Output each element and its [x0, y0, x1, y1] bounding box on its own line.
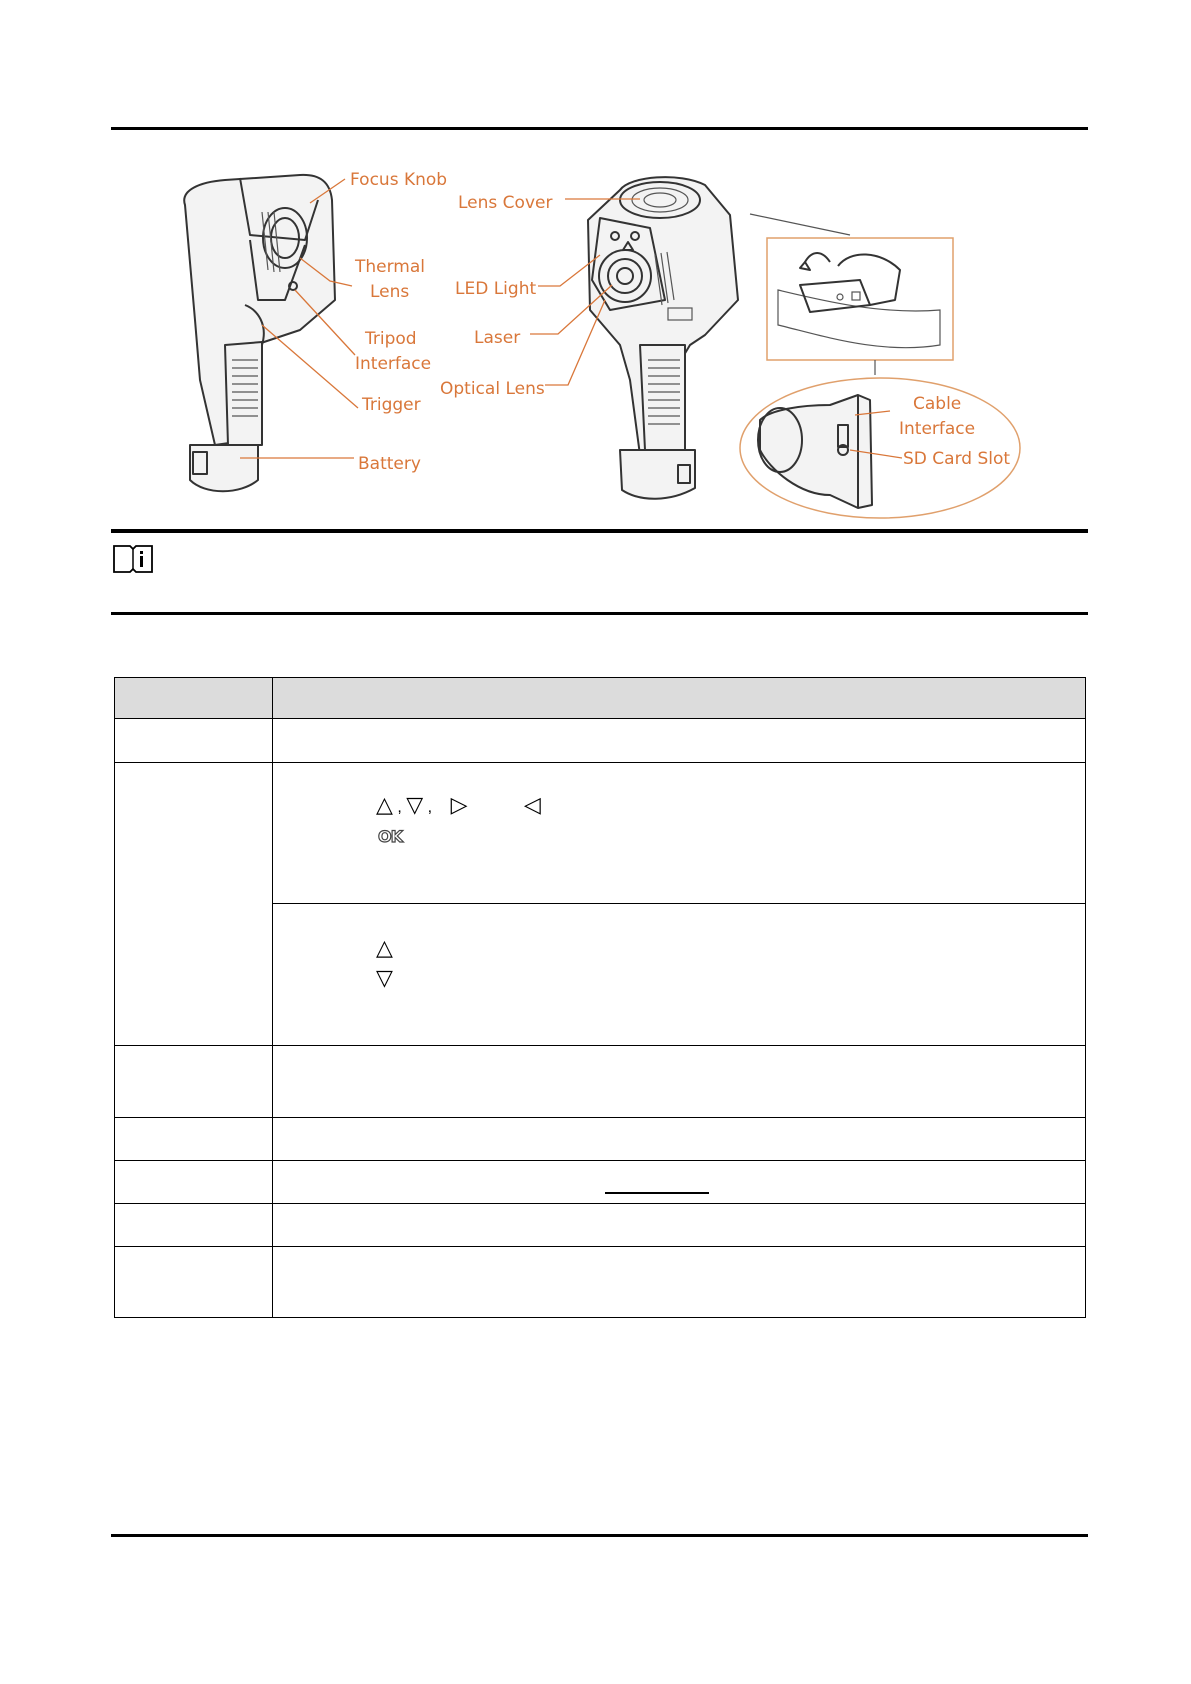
- down-arrow-icon: ▽: [406, 793, 424, 818]
- table-row: [115, 1247, 1086, 1318]
- label-optical-lens: Optical Lens: [440, 379, 545, 399]
- label-trigger: Trigger: [362, 395, 421, 415]
- note-top-rule: [111, 529, 1088, 533]
- label-lens-cover: Lens Cover: [458, 193, 553, 213]
- header-cell-description: [273, 678, 1086, 719]
- table-cell: [273, 719, 1086, 763]
- table-cell: [115, 719, 273, 763]
- label-thermal: Thermal: [355, 257, 426, 277]
- note-bottom-rule: [111, 612, 1088, 615]
- table-cell: [115, 1046, 273, 1118]
- table-cell: [115, 1118, 273, 1161]
- bottom-rule: [111, 1534, 1088, 1537]
- table-cell: [115, 1247, 273, 1318]
- comma-separator: ,: [427, 799, 433, 816]
- table-cell: [273, 1247, 1086, 1318]
- up-arrow-icon: △: [376, 793, 393, 818]
- ok-button-icon: OK: [378, 827, 402, 846]
- header-cell-no: [115, 678, 273, 719]
- device-side-view: [184, 175, 335, 491]
- device-figure: [0, 0, 1191, 530]
- up-arrow-icon: △: [376, 936, 393, 961]
- table-cell: [115, 1204, 273, 1247]
- table-cell: [115, 1161, 273, 1204]
- table-row: [115, 1161, 1086, 1204]
- label-battery: Battery: [358, 454, 421, 474]
- down-arrow-icon: ▽: [376, 966, 393, 991]
- link-underline[interactable]: [605, 1192, 709, 1194]
- table-row: [115, 719, 1086, 763]
- label-laser: Laser: [474, 328, 521, 348]
- label-focus-knob: Focus Knob: [350, 170, 448, 190]
- table-row: [115, 1204, 1086, 1247]
- lens-cover-detail: [767, 238, 953, 360]
- table-cell-navigation: [273, 763, 1086, 904]
- label-sd-card-slot: SD Card Slot: [903, 449, 1011, 469]
- interface-detail: [740, 378, 1020, 518]
- label-lens: Lens: [370, 282, 410, 302]
- comma-separator: ,: [397, 799, 402, 816]
- table-cell: [273, 1046, 1086, 1118]
- table-row: [115, 1118, 1086, 1161]
- left-arrow-icon: ◁: [523, 793, 541, 818]
- table-row: [115, 1046, 1086, 1118]
- label-led-light: LED Light: [455, 279, 537, 299]
- label-tripod: Tripod: [365, 329, 417, 349]
- right-arrow-icon: ▷: [450, 793, 468, 818]
- label-tripod-interface: Interface: [355, 354, 432, 374]
- label-cable: Cable: [913, 394, 962, 414]
- table-row: [115, 763, 1086, 904]
- label-cable-interface: Interface: [899, 419, 976, 439]
- table-cell-zoom: [273, 904, 1086, 1046]
- table-cell: [273, 1161, 1086, 1204]
- table-cell: [273, 1118, 1086, 1161]
- component-table: [114, 677, 1086, 1318]
- table-cell: [115, 763, 273, 1046]
- table-cell: [273, 1204, 1086, 1247]
- device-front-view: [588, 177, 738, 499]
- info-book-icon: [112, 542, 154, 574]
- table-header-row: [115, 678, 1086, 719]
